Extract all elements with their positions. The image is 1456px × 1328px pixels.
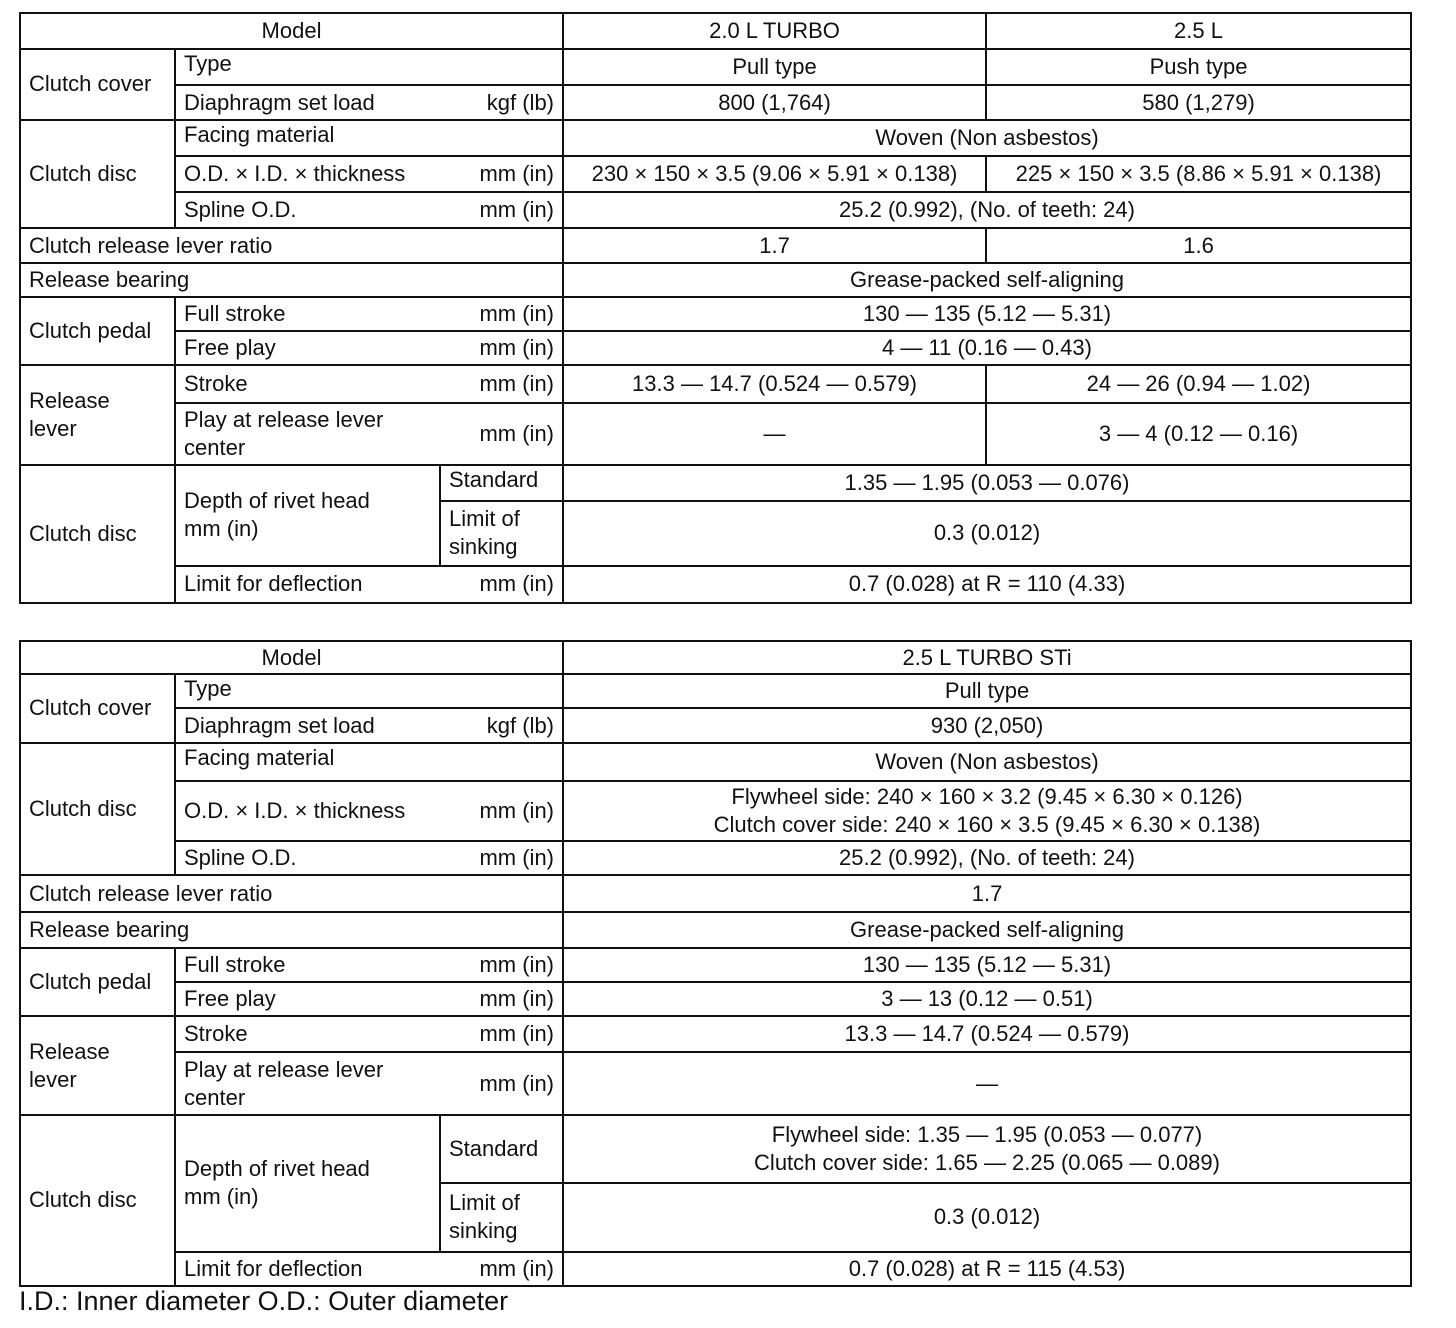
- table-row: [20, 1052, 1411, 1114]
- model-column-header: 2.0 L TURBO: [563, 13, 986, 49]
- unit-label: mm (in): [479, 370, 555, 396]
- model-column-header: 2.5 L TURBO STi: [563, 641, 1411, 674]
- table-row: [20, 674, 1411, 708]
- play-at-lever-value: —: [563, 1052, 1411, 1114]
- table-row: [20, 948, 1411, 982]
- unit-label: mm (in): [479, 1070, 555, 1096]
- limit-of-sinking-label: Limit of sinking: [440, 501, 563, 565]
- unit-label: mm (in): [479, 845, 555, 871]
- clutch-pedal-label: Clutch pedal: [20, 297, 175, 365]
- dimensions-label: O.D. × I.D. × thickness mm (in): [175, 781, 563, 841]
- stroke-value: 24 — 26 (0.94 — 1.02): [986, 365, 1411, 402]
- release-bearing-label: Release bearing: [20, 912, 563, 948]
- standard-label: Standard: [440, 1115, 563, 1183]
- spline-od-label: Spline O.D. mm (in): [175, 192, 563, 228]
- full-stroke-label: Full stroke mm (in): [175, 297, 563, 331]
- type-label: Type: [175, 49, 563, 85]
- release-bearing-label: Release bearing: [20, 263, 563, 297]
- model-column-header: 2.5 L: [986, 13, 1411, 49]
- type-value: Pull type: [563, 674, 1411, 708]
- table-row: [20, 875, 1411, 911]
- table-row: [20, 365, 1411, 402]
- full-stroke-label: Full stroke mm (in): [175, 948, 563, 982]
- release-bearing-value: Grease-packed self-aligning: [563, 912, 1411, 948]
- table-row: [20, 331, 1411, 365]
- table-row: [20, 781, 1411, 841]
- spec-table-2-5-turbo-sti: [19, 640, 1412, 1287]
- play-at-lever-label: Play at release lever center mm (in): [175, 1052, 563, 1114]
- type-value: Push type: [986, 49, 1411, 85]
- table-row: [20, 641, 1411, 674]
- clutch-cover-label: Clutch cover: [20, 49, 175, 119]
- stroke-label: Stroke mm (in): [175, 1016, 563, 1052]
- table-row: [20, 228, 1411, 262]
- standard-label: Standard: [440, 465, 563, 501]
- diaphragm-load-value: 580 (1,279): [986, 85, 1411, 119]
- limit-of-sinking-label: Limit of sinking: [440, 1183, 563, 1251]
- unit-label: kgf (lb): [486, 712, 555, 738]
- table-row: [20, 982, 1411, 1016]
- unit-label: mm (in): [479, 1021, 555, 1047]
- diaphragm-load-label: Diaphragm set load kgf (lb): [175, 708, 563, 742]
- unit-label: mm (in): [479, 1255, 555, 1281]
- standard-value-flywheel: Flywheel side: 1.35 — 1.95 (0.053 — 0.077): [771, 1122, 1203, 1148]
- type-label: Type: [175, 674, 563, 708]
- limit-of-sinking-value: 0.3 (0.012): [563, 501, 1411, 565]
- clutch-disc-wear-label: Clutch disc: [20, 465, 175, 603]
- spec-table-2-0-turbo-2-5: [19, 12, 1412, 604]
- clutch-disc-label: Clutch disc: [20, 743, 175, 876]
- play-at-lever-label: Play at release lever center mm (in): [175, 403, 563, 465]
- rivet-depth-label: Depth of rivet head mm (in): [175, 1115, 440, 1252]
- clutch-disc-wear-label: Clutch disc: [20, 1115, 175, 1286]
- dimensions-value-clutch-cover: Clutch cover side: 240 × 160 × 3.5 (9.45 × 6.30 × 0.138): [713, 812, 1261, 838]
- dimensions-value: [563, 781, 1411, 841]
- lever-ratio-value: 1.6: [986, 228, 1411, 262]
- table-row: [20, 743, 1411, 781]
- table-row: [20, 566, 1411, 603]
- facing-material-value: Woven (Non asbestos): [563, 120, 1411, 156]
- standard-value-clutch-cover: Clutch cover side: 1.65 — 2.25 (0.065 — 0.089): [754, 1150, 1220, 1176]
- unit-label: mm (in): [479, 420, 555, 446]
- play-at-lever-value: 3 — 4 (0.12 — 0.16): [986, 403, 1411, 465]
- deflection-value: 0.7 (0.028) at R = 110 (4.33): [563, 566, 1411, 603]
- rivet-depth-label: Depth of rivet head mm (in): [175, 465, 440, 566]
- diaphragm-load-value: 930 (2,050): [563, 708, 1411, 742]
- unit-label: mm (in): [479, 161, 555, 187]
- model-header: Model: [20, 641, 563, 674]
- lever-ratio-value: 1.7: [563, 228, 986, 262]
- spline-od-label: Spline O.D. mm (in): [175, 841, 563, 875]
- full-stroke-value: 130 — 135 (5.12 — 5.31): [563, 948, 1411, 982]
- standard-value: [563, 1115, 1411, 1183]
- facing-material-label: Facing material: [175, 743, 563, 781]
- free-play-value: 4 — 11 (0.16 — 0.43): [563, 331, 1411, 365]
- table-row: [20, 13, 1411, 49]
- full-stroke-value: 130 — 135 (5.12 — 5.31): [563, 297, 1411, 331]
- stroke-value: 13.3 — 14.7 (0.524 — 0.579): [563, 365, 986, 402]
- spline-od-value: 25.2 (0.992), (No. of teeth: 24): [563, 192, 1411, 228]
- stroke-label: Stroke mm (in): [175, 365, 563, 402]
- lever-ratio-label: Clutch release lever ratio: [20, 875, 563, 911]
- table-row: [20, 192, 1411, 228]
- spline-od-value: 25.2 (0.992), (No. of teeth: 24): [563, 841, 1411, 875]
- clutch-cover-label: Clutch cover: [20, 674, 175, 742]
- facing-material-label: Facing material: [175, 120, 563, 156]
- model-header: Model: [20, 13, 563, 49]
- stroke-value: 13.3 — 14.7 (0.524 — 0.579): [563, 1016, 1411, 1052]
- lever-ratio-label: Clutch release lever ratio: [20, 228, 563, 262]
- table-row: [20, 841, 1411, 875]
- table-row: [20, 1252, 1411, 1286]
- free-play-label: Free play mm (in): [175, 982, 563, 1016]
- free-play-value: 3 — 13 (0.12 — 0.51): [563, 982, 1411, 1016]
- deflection-value: 0.7 (0.028) at R = 115 (4.53): [563, 1252, 1411, 1286]
- table-row: [20, 85, 1411, 119]
- dimensions-value: 230 × 150 × 3.5 (9.06 × 5.91 × 0.138): [563, 156, 986, 192]
- table-row: [20, 465, 1411, 501]
- table-row: [20, 120, 1411, 156]
- table-row: [20, 263, 1411, 297]
- table-row: [20, 403, 1411, 465]
- limit-of-sinking-value: 0.3 (0.012): [563, 1183, 1411, 1251]
- free-play-label: Free play mm (in): [175, 331, 563, 365]
- footnote: I.D.: Inner diameter O.D.: Outer diameter: [19, 1286, 509, 1316]
- table-row: [20, 1016, 1411, 1052]
- unit-label: mm (in): [479, 798, 555, 824]
- lever-ratio-value: 1.7: [563, 875, 1411, 911]
- unit-label: mm (in): [479, 335, 555, 361]
- deflection-label: Limit for deflection mm (in): [175, 1252, 563, 1286]
- dimensions-value-flywheel: Flywheel side: 240 × 160 × 3.2 (9.45 × 6.30 × 0.126): [731, 784, 1243, 810]
- table-row: [20, 156, 1411, 192]
- facing-material-value: Woven (Non asbestos): [563, 743, 1411, 781]
- dimensions-value: 225 × 150 × 3.5 (8.86 × 5.91 × 0.138): [986, 156, 1411, 192]
- unit-label: mm (in): [479, 571, 555, 597]
- table-row: [20, 1115, 1411, 1183]
- dimensions-label: O.D. × I.D. × thickness mm (in): [175, 156, 563, 192]
- unit-label: mm (in): [479, 197, 555, 223]
- release-lever-label: Release lever: [20, 1016, 175, 1115]
- unit-label: kgf (lb): [486, 89, 555, 115]
- diaphragm-load-label: Diaphragm set load kgf (lb): [175, 85, 563, 119]
- release-lever-label: Release lever: [20, 365, 175, 465]
- clutch-disc-label: Clutch disc: [20, 120, 175, 229]
- table-row: [20, 708, 1411, 742]
- table-row: [20, 912, 1411, 948]
- table-row: [20, 297, 1411, 331]
- deflection-label: Limit for deflection mm (in): [175, 566, 563, 603]
- type-value: Pull type: [563, 49, 986, 85]
- clutch-pedal-label: Clutch pedal: [20, 948, 175, 1016]
- unit-label: mm (in): [479, 986, 555, 1012]
- play-at-lever-value: —: [563, 403, 986, 465]
- diaphragm-load-value: 800 (1,764): [563, 85, 986, 119]
- release-bearing-value: Grease-packed self-aligning: [563, 263, 1411, 297]
- unit-label: mm (in): [479, 300, 555, 326]
- standard-value: 1.35 — 1.95 (0.053 — 0.076): [563, 465, 1411, 501]
- unit-label: mm (in): [479, 951, 555, 977]
- table-row: [20, 49, 1411, 85]
